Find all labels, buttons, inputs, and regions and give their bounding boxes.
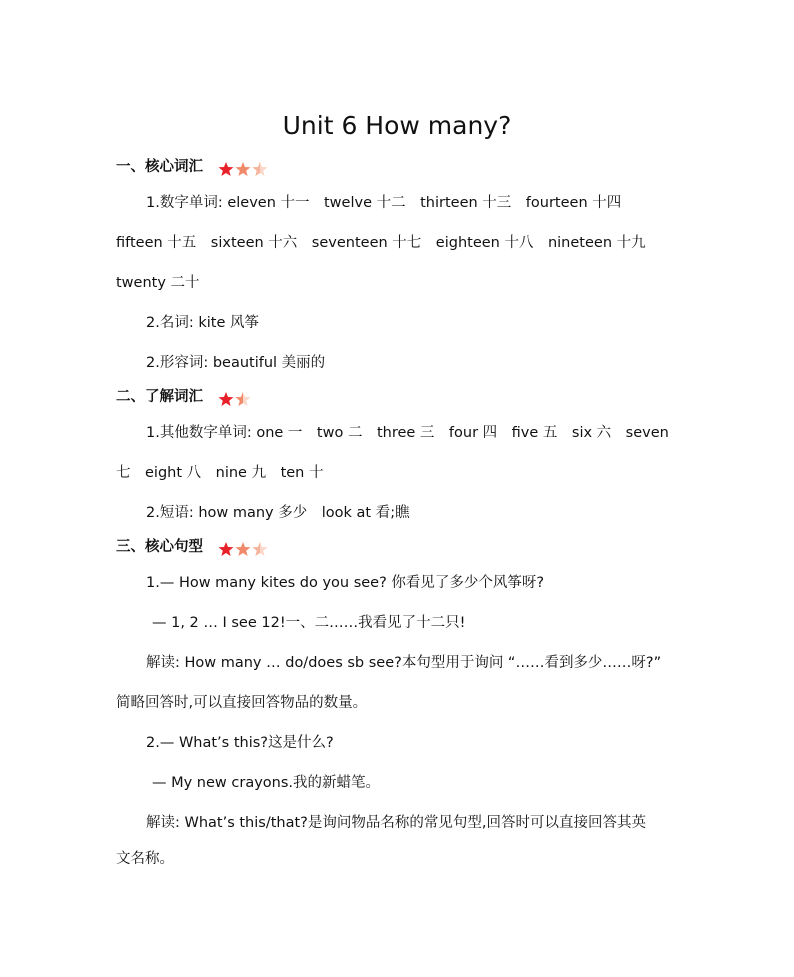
page-title: Unit 6 How many? [282,111,512,140]
section-heading-core-sentences [116,536,268,560]
section-heading-known-vocab [116,386,252,410]
star-full-icon [219,392,234,406]
star-full-icon [219,542,234,556]
vocab-line: 1.其他数字单词: one 一 two 二 three 三 four 四 five 五 six 六 seven [146,425,669,441]
vocab-line: twenty 二十 [116,275,200,291]
star-rating-icon [218,161,268,177]
star-half-icon [236,542,251,556]
explanation-line: 解读: How many … do/does sb see?本句型用于询问 “……看到多少……呀?” [146,655,662,671]
star-rating-icon [218,541,268,557]
explanation-line: 文名称。 [116,851,174,867]
sentence-line: — My new crayons.我的新蜡笔。 [152,775,381,791]
vocab-line: 2.形容词: beautiful 美丽的 [146,355,326,371]
explanation-line: 解读: What’s this/that?是询问物品名称的常见句型,回答时可以直接回答其英 [146,815,646,831]
star-half-icon [236,162,251,176]
vocab-line: 1.数字单词: eleven 十一 twelve 十二 thirteen 十三 fourteen 十四 [146,195,622,211]
star-full-icon [219,162,234,176]
rating-stars [218,538,268,560]
star-rating-icon [218,391,252,407]
vocab-line: 七 eight 八 nine 九 ten 十 [116,465,324,481]
section-heading-core-vocab [116,156,268,180]
explanation-line: 简略回答时,可以直接回答物品的数量。 [116,695,368,711]
section-heading-label: 二、了解词汇 [116,389,203,405]
section-heading-label: 三、核心句型 [116,539,203,555]
vocab-line: 2.名词: kite 风筝 [146,315,259,331]
sentence-line: 2.— What’s this?这是什么? [146,735,334,751]
sentence-line: 1.— How many kites do you see? 你看见了多少个风筝呀? [146,575,545,591]
rating-stars [218,388,252,410]
vocab-line: 2.短语: how many 多少 look at 看;瞧 [146,505,410,521]
rating-stars [218,158,268,180]
vocab-line: fifteen 十五 sixteen 十六 seventeen 十七 eighteen 十八 nineteen 十九 [116,235,646,251]
section-heading-label: 一、核心词汇 [116,159,203,175]
sentence-line: — 1, 2 … I see 12!一、二……我看见了十二只! [152,615,466,631]
